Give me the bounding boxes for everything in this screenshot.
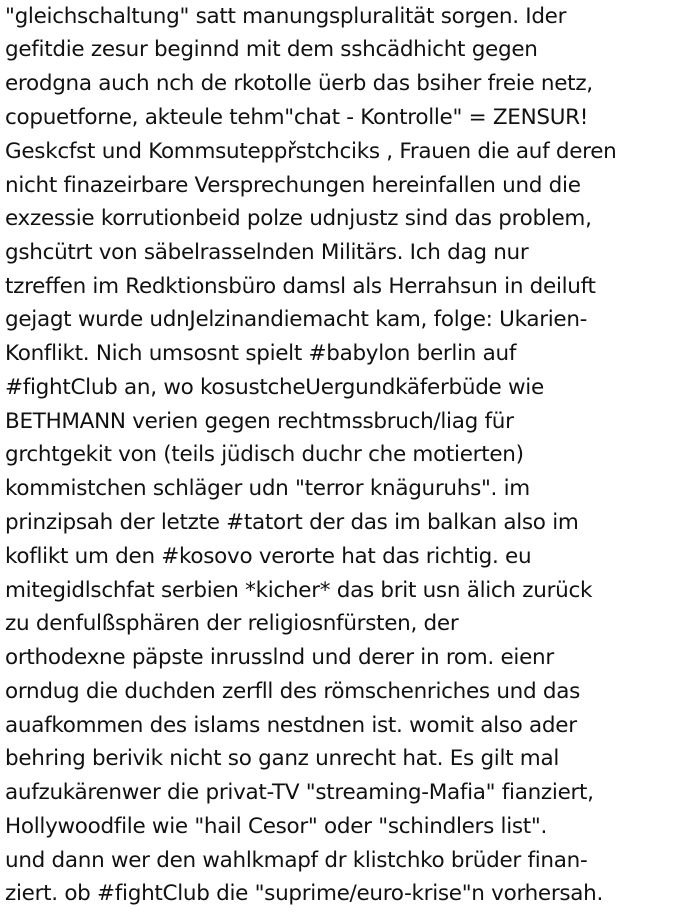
text-line: erodgna auch nch de rkotolle üerb das bsiher freie netz,: [5, 71, 593, 96]
text-line: nicht finazeirbare Versprechungen hereinfallen und die: [5, 173, 581, 198]
text-line: ziert. ob #fightClub die "suprime/euro-krise"n vorhersah.: [5, 881, 604, 906]
text-line: aufzukärenwer die privat-TV "streaming-Mafia" fianziert,: [5, 780, 594, 805]
text-line: gejagt wurde udnJelzinandiemacht kam, folge: Ukarien-: [5, 307, 588, 332]
text-line: grchtgekit von (teils jüdisch duchr che motierten): [5, 442, 524, 467]
text-line: behring berivik nicht so ganz unrecht hat. Es gilt mal: [5, 746, 559, 771]
text-line: BETHMANN verien gegen rechtmssbruch/liag für: [5, 409, 514, 434]
text-line: copuetforne, akteule tehm"chat - Kontrolle" = ZENSUR!: [5, 105, 589, 130]
text-line: "gleichschaltung" satt manungspluralität sorgen. Ider: [5, 4, 567, 29]
text-line: zu denfulßsphären der religiosnfürsten, der: [5, 611, 459, 636]
text-line: auafkommen des islams nestdnen ist. womit also ader: [5, 713, 577, 738]
text-line: orthodexne päpste inrusslnd und derer in rom. eienr: [5, 645, 554, 670]
text-line: Konflikt. Nich umsosnt spielt #babylon berlin auf: [5, 341, 517, 366]
text-line: prinzipsah der letzte #tatort der das im balkan also im: [5, 510, 579, 535]
text-line: koflikt um den #kosovo verorte hat das richtig. eu: [5, 544, 532, 569]
text-line: kommistchen schläger udn "terror knäguruhs". im: [5, 476, 530, 501]
text-line: gshcütrt von säbelrasselnden Militärs. Ich dag nur: [5, 240, 529, 265]
text-line: exzessie korrutionbeid polze udnjustz sind das problem,: [5, 206, 592, 231]
text-line: tzreffen im Redktionsbüro damsl als Herrahsun in deiluft: [5, 274, 596, 299]
text-line: Geskcfst und Kommsuteppřstchciks , Frauen die auf deren: [5, 139, 617, 164]
text-line: #fightClub an, wo kosustcheUergundkäferbüde wie: [5, 375, 544, 400]
text-line: mitegidlschfat serbien *kicher* das brit usn älich zurück: [5, 578, 593, 603]
text-line: Hollywoodfile wie "hail Cesor" oder "schindlers list".: [5, 814, 548, 839]
text-line: und dann wer den wahlkmapf dr klistchko brüder finan-: [5, 848, 588, 873]
text-line: gefitdie zesur beginnd mit dem sshcädhicht gegen: [5, 37, 538, 62]
text-line: orndug die duchden zerfll des römschenriches und das: [5, 679, 580, 704]
